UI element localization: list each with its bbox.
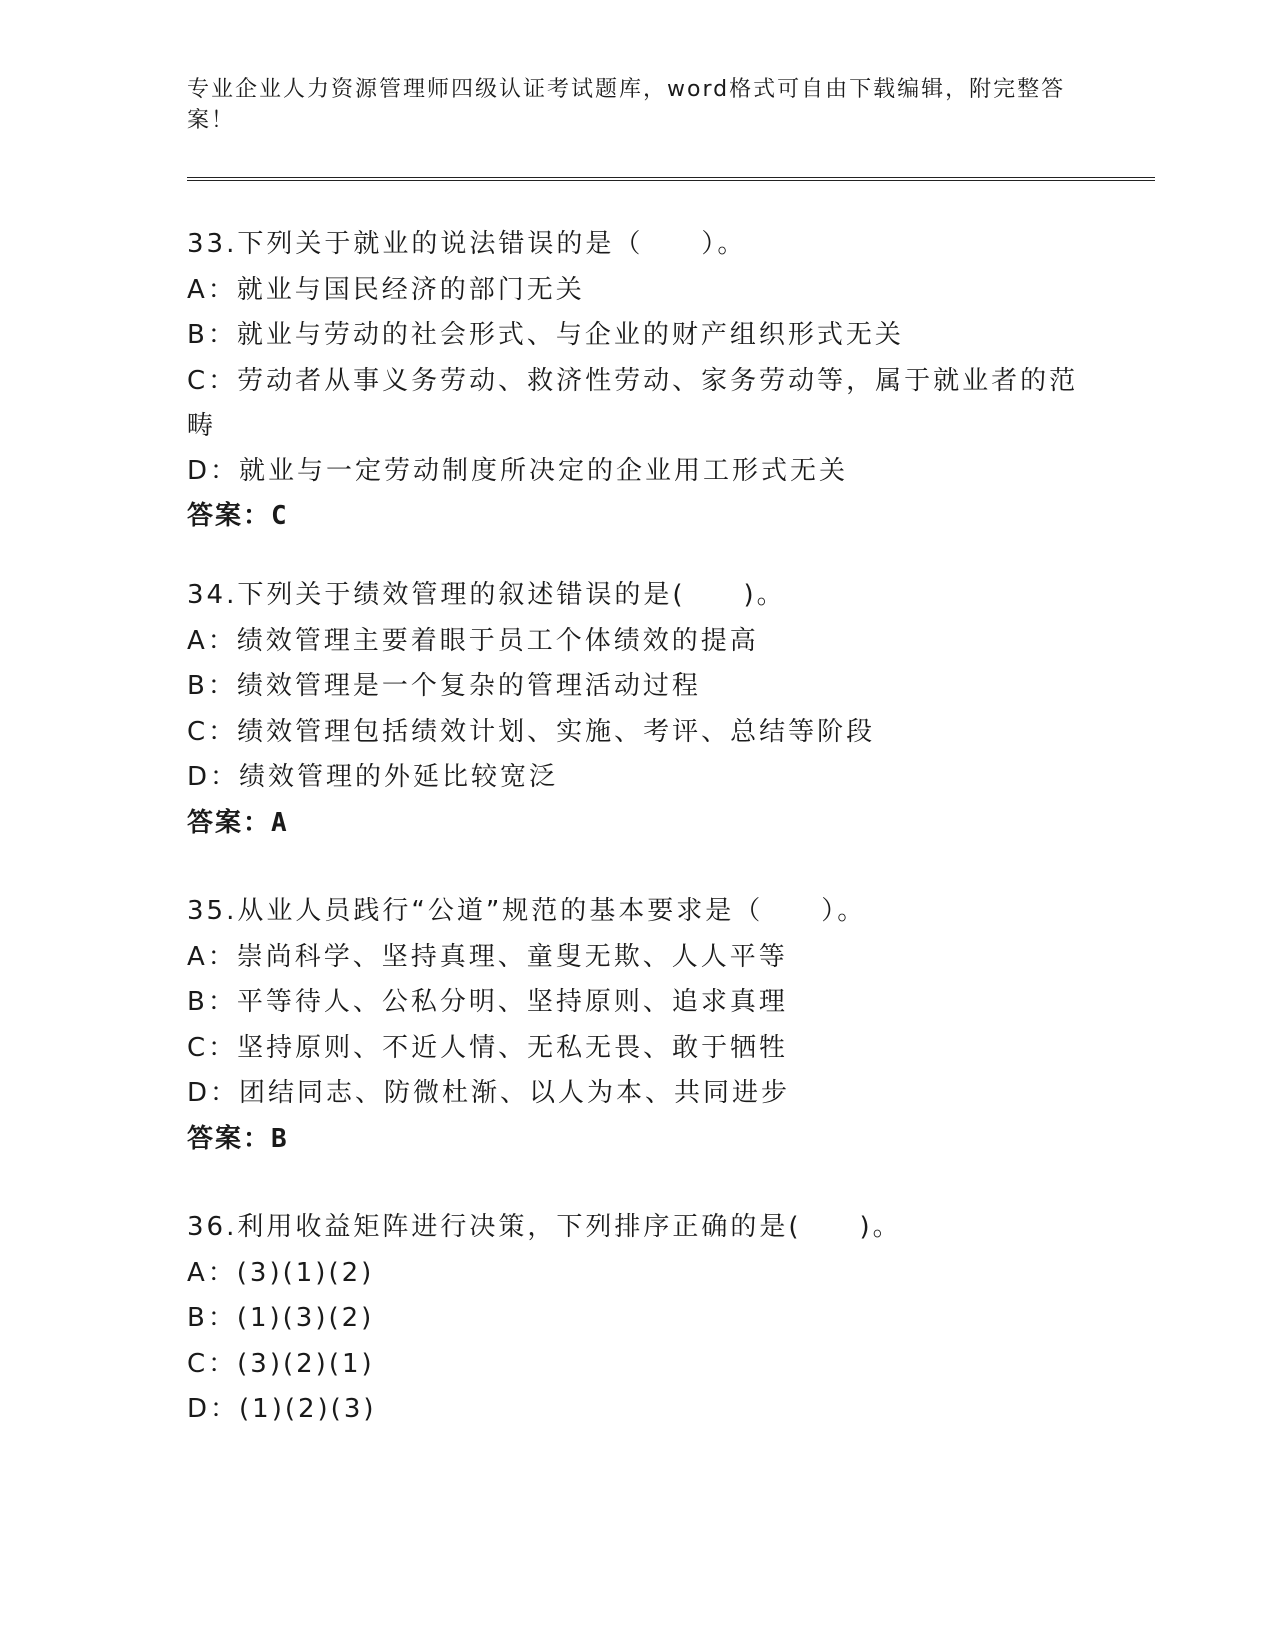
option-c: C：劳动者从事义务劳动、救济性劳动、家务劳动等，属于就业者的范畴 — [187, 365, 1079, 441]
header-double-rule — [187, 177, 1155, 181]
question-34 — [187, 573, 1087, 846]
answer-label: 答案： — [187, 807, 272, 838]
option-d: D：就业与一定劳动制度所决定的企业用工形式无关 — [187, 455, 849, 486]
question-stem: 33.下列关于就业的说法错误的是（ ）。 — [187, 229, 747, 259]
question-stem: 35.从业人员践行“公道”规范的基本要求是（ ）。 — [187, 896, 867, 926]
answer-value: B — [271, 1123, 289, 1154]
question-35 — [187, 889, 1087, 1162]
option-d: D：绩效管理的外延比较宽泛 — [187, 762, 559, 792]
option-b: B：就业与劳动的社会形式、与企业的财产组织形式无关 — [187, 320, 904, 350]
answer-label: 答案： — [187, 1123, 272, 1154]
answer-value: C — [271, 501, 289, 531]
option-b: B：平等待人、公私分明、坚持原则、追求真理 — [187, 987, 788, 1017]
question-36 — [187, 1205, 1087, 1433]
answer-value: A — [271, 807, 289, 838]
answer-line — [187, 801, 1087, 847]
option-b: B：绩效管理是一个复杂的管理活动过程 — [187, 671, 701, 701]
answer-line — [187, 1117, 1087, 1163]
option-d: D：团结同志、防微杜渐、以人为本、共同进步 — [187, 1078, 791, 1108]
option-c: C：坚持原则、不近人情、无私无畏、敢于牺牲 — [187, 1032, 789, 1063]
option-c: C：绩效管理包括绩效计划、实施、考评、总结等阶段 — [187, 716, 876, 747]
option-a: A：崇尚科学、坚持真理、童叟无欺、人人平等 — [187, 941, 788, 972]
question-stem: 34.下列关于绩效管理的叙述错误的是( )。 — [187, 580, 786, 610]
option-a: A：就业与国民经济的部门无关 — [187, 274, 585, 305]
option-d: D：(1)(2)(3) — [187, 1394, 377, 1424]
option-b: B：(1)(3)(2) — [187, 1303, 375, 1333]
question-stem: 36.利用收益矩阵进行决策，下列排序正确的是( )。 — [187, 1212, 902, 1242]
answer-line — [187, 494, 1087, 540]
document-header: 专业企业人力资源管理师四级认证考试题库，word格式可自由下载编辑，附完整答案！ — [187, 77, 1066, 133]
option-a: A：绩效管理主要着眼于员工个体绩效的提高 — [187, 625, 759, 656]
question-33 — [187, 222, 1087, 540]
option-c: C：(3)(2)(1) — [187, 1348, 375, 1379]
option-a: A：(3)(1)(2) — [187, 1257, 375, 1288]
answer-label: 答案： — [187, 501, 272, 531]
